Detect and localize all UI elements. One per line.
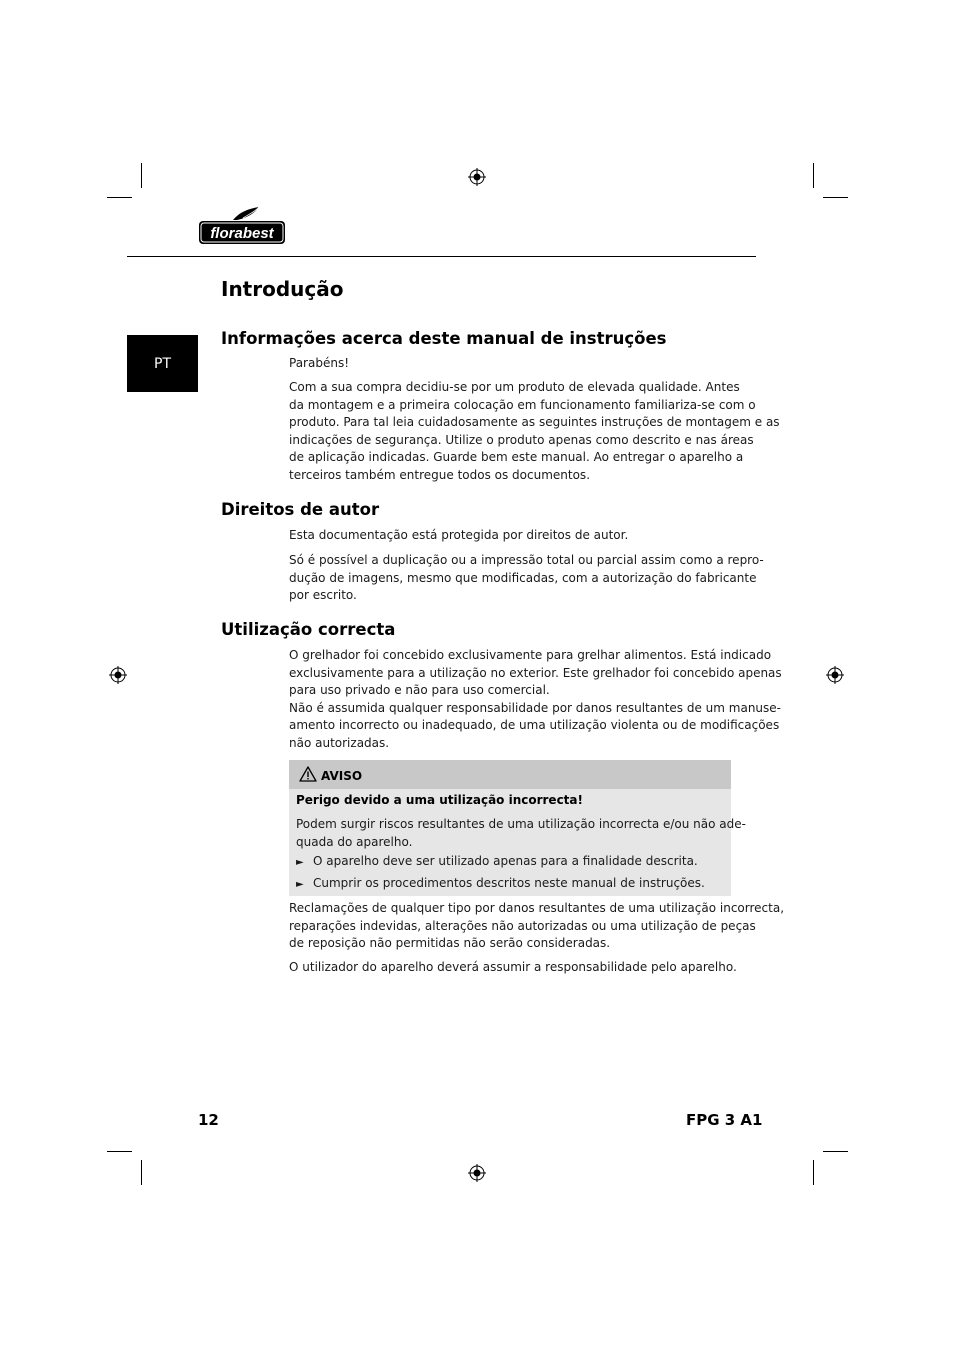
- text-line: de aplicação indicadas. Guarde bem este manual. Ao entregar o aparelho a: [289, 450, 744, 464]
- warning-triangle-icon: [299, 766, 317, 782]
- text-line: dução de imagens, mesmo que modificadas, com a autorização do fabricante: [289, 570, 757, 585]
- warning-subtitle: Perigo devido a uma utilização incorrecta!: [296, 793, 583, 807]
- text-line: O grelhador foi concebido exclusivamente para grelhar alimentos. Está indicado: [289, 648, 772, 662]
- text-line: amento incorrecto ou inadequado, de uma utilização violenta ou de modificações: [289, 718, 780, 732]
- warning-label: AVISO: [321, 769, 363, 783]
- text-line: exclusivamente para a utilização no exterior. Este grelhador foi concebido apenas: [289, 665, 782, 680]
- language-tab: PT: [127, 335, 198, 392]
- florabest-logo: [197, 206, 287, 246]
- text-line: de reposição não permitidas não serão consideradas.: [289, 936, 611, 950]
- warning-header: [289, 760, 731, 789]
- paragraph: [289, 647, 782, 752]
- bullet-arrow-icon: ►: [296, 879, 304, 890]
- text-line: por escrito.: [289, 588, 357, 602]
- warning-bullet: [296, 854, 698, 868]
- paragraph: [289, 959, 737, 977]
- text-line: não autorizadas.: [289, 735, 390, 750]
- paragraph: [289, 552, 764, 605]
- section-heading: Utilização correcta: [221, 620, 396, 639]
- crop-mark: [141, 163, 142, 188]
- warning-bullet: [296, 876, 705, 890]
- crop-mark: [813, 1160, 814, 1185]
- page-number: 12: [198, 1111, 219, 1129]
- text-line: para uso privado e não para uso comercial.: [289, 683, 550, 697]
- text-line: Com a sua compra decidiu-se por um produto de elevada qualidade. Antes: [289, 380, 740, 394]
- paragraph: [289, 355, 734, 373]
- registration-mark-icon: [468, 1164, 486, 1182]
- bullet-arrow-icon: ►: [296, 857, 304, 868]
- text-line: produto. Para tal leia cuidadosamente as seguintes instruções de montagem e as: [289, 415, 780, 429]
- section-heading: Informações acerca deste manual de instruções: [221, 329, 667, 348]
- text-line: terceiros também entregue todos os documentos.: [289, 467, 591, 482]
- header-rule: [127, 256, 756, 257]
- crop-mark: [823, 197, 848, 198]
- page-title: Introdução: [221, 277, 344, 301]
- warning-box: [289, 760, 746, 896]
- text-line: reparações indevidas, alterações não autorizadas ou uma utilização de peças: [289, 918, 756, 933]
- crop-mark: [823, 1151, 848, 1152]
- bullet-text: Cumprir os procedimentos descritos neste manual de instruções.: [313, 876, 705, 890]
- registration-mark-icon: [109, 666, 127, 684]
- text-line: Só é possível a duplicação ou a impressão total ou parcial assim como a repro-: [289, 553, 764, 567]
- crop-mark: [813, 163, 814, 188]
- text-line: Reclamações de qualquer tipo por danos resultantes de uma utilização incorrecta,: [289, 901, 785, 915]
- text-line: Não é assumida qualquer responsabilidade por danos resultantes de um manuse-: [289, 700, 781, 715]
- paragraph: [289, 379, 780, 484]
- text-line: Esta documentação está protegida por direitos de autor.: [289, 528, 629, 542]
- crop-mark: [107, 1151, 132, 1152]
- logo-text: florabest: [210, 225, 274, 242]
- paragraph: [289, 527, 734, 545]
- registration-mark-icon: [826, 666, 844, 684]
- crop-mark: [107, 197, 132, 198]
- text-line: O utilizador do aparelho deverá assumir a responsabilidade pelo aparelho.: [289, 960, 737, 974]
- warning-text: [296, 816, 746, 851]
- text-line: Podem surgir riscos resultantes de uma utilização incorrecta e/ou não ade-: [296, 817, 746, 831]
- section-heading: Direitos de autor: [221, 500, 380, 519]
- text-line: indicações de segurança. Utilize o produto apenas como descrito e nas áreas: [289, 432, 754, 447]
- crop-mark: [141, 1160, 142, 1185]
- text-line: Parabéns!: [289, 356, 350, 370]
- registration-mark-icon: [468, 168, 486, 186]
- text-line: quada do aparelho.: [296, 834, 413, 849]
- model-number: FPG 3 A1: [686, 1111, 763, 1129]
- text-line: da montagem e a primeira colocação em funcionamento familiariza-se com o: [289, 397, 756, 412]
- bullet-text: O aparelho deve ser utilizado apenas para a finalidade descrita.: [313, 854, 698, 868]
- paragraph: [289, 900, 785, 953]
